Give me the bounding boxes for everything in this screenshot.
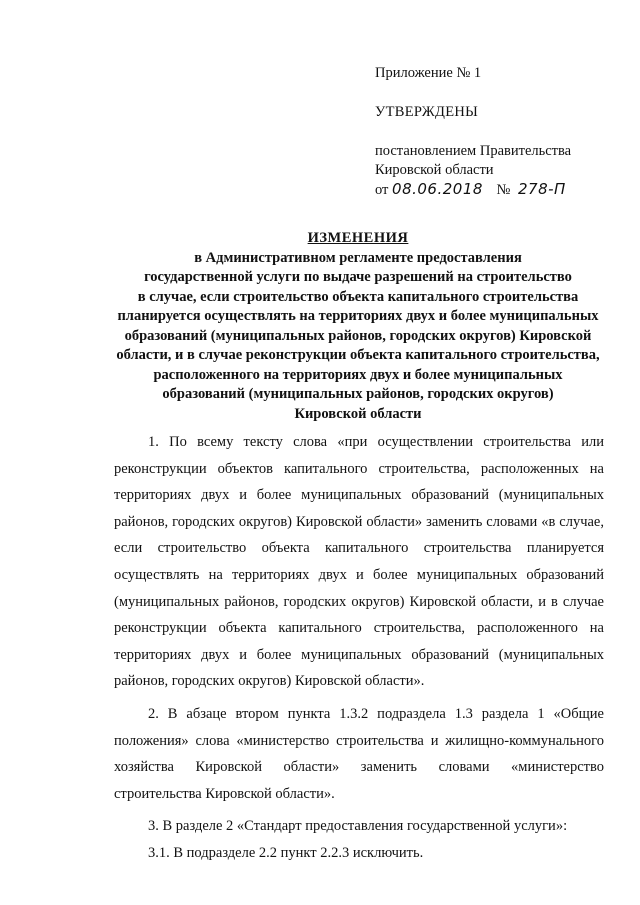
paragraph-3-1: 3.1. В подразделе 2.2 пункт 2.2.3 исключить. bbox=[148, 844, 424, 861]
heading-line: в Административном регламенте предоставления bbox=[194, 249, 522, 266]
paragraph-1: 1. По всему тексту слова «при осуществлении строительства или реконструкции объектов капитального строительства, расположенных на территориях двух и более муниципальных образований (муниципальных районов, городских округов) Кировской области» заменить словами «в случае, если строительство объекта капитального строительства планируется осуществлять на территориях двух и более муниципальных образований (муниципальных районов, городских округов) Кировской области, и в случае реконструкции объекта капитального строительства, расположенного на территориях двух и более муниципальных образований (муниципальных районов, городских округов) Кировской области». bbox=[114, 434, 604, 690]
handwritten-date: 08.06.2018 bbox=[392, 180, 483, 198]
approved-label: УТВЕРЖДЕНЫ bbox=[375, 104, 479, 120]
document-title: ИЗМЕНЕНИЯ bbox=[307, 230, 409, 246]
heading-line: образований (муниципальных районов, городских округов) bbox=[162, 386, 554, 402]
handwritten-number: 278-П bbox=[518, 180, 566, 198]
heading-line: расположенного на территориях двух и более муниципальных bbox=[153, 366, 563, 383]
heading-line: образований (муниципальных районов, городских округов) Кировской bbox=[124, 327, 592, 344]
heading-line: государственной услуги по выдаче разрешений на строительство bbox=[144, 269, 572, 285]
resolution-line-2: Кировской области bbox=[375, 162, 494, 178]
heading-line: планируется осуществлять на территориях двух и более муниципальных bbox=[117, 308, 599, 324]
approval-block bbox=[375, 64, 625, 200]
heading-line: Кировской области bbox=[294, 405, 422, 422]
paragraph-3: 3. В разделе 2 «Стандарт предоставления государственной услуги»: bbox=[148, 818, 568, 835]
paragraph-2: 2. В абзаце втором пункта 1.3.2 подраздела 1.3 раздела 1 «Общие положения» слова «министерство строительства и жилищно-коммунального хозяйства Кировской области» заменить словами «министерство строительства Кировской области». bbox=[114, 705, 604, 802]
number-prefix: № bbox=[496, 182, 511, 198]
document-body bbox=[114, 429, 604, 867]
date-number-line bbox=[375, 180, 625, 200]
document-heading bbox=[108, 229, 608, 424]
resolution-line-1: постановлением Правительства bbox=[375, 143, 572, 159]
heading-line: в случае, если строительство объекта капитального строительства bbox=[137, 288, 579, 305]
date-prefix: от bbox=[375, 182, 389, 198]
heading-line: области, и в случае реконструкции объекта капитального строительства, bbox=[116, 347, 600, 363]
annex-label: Приложение № 1 bbox=[375, 65, 482, 81]
